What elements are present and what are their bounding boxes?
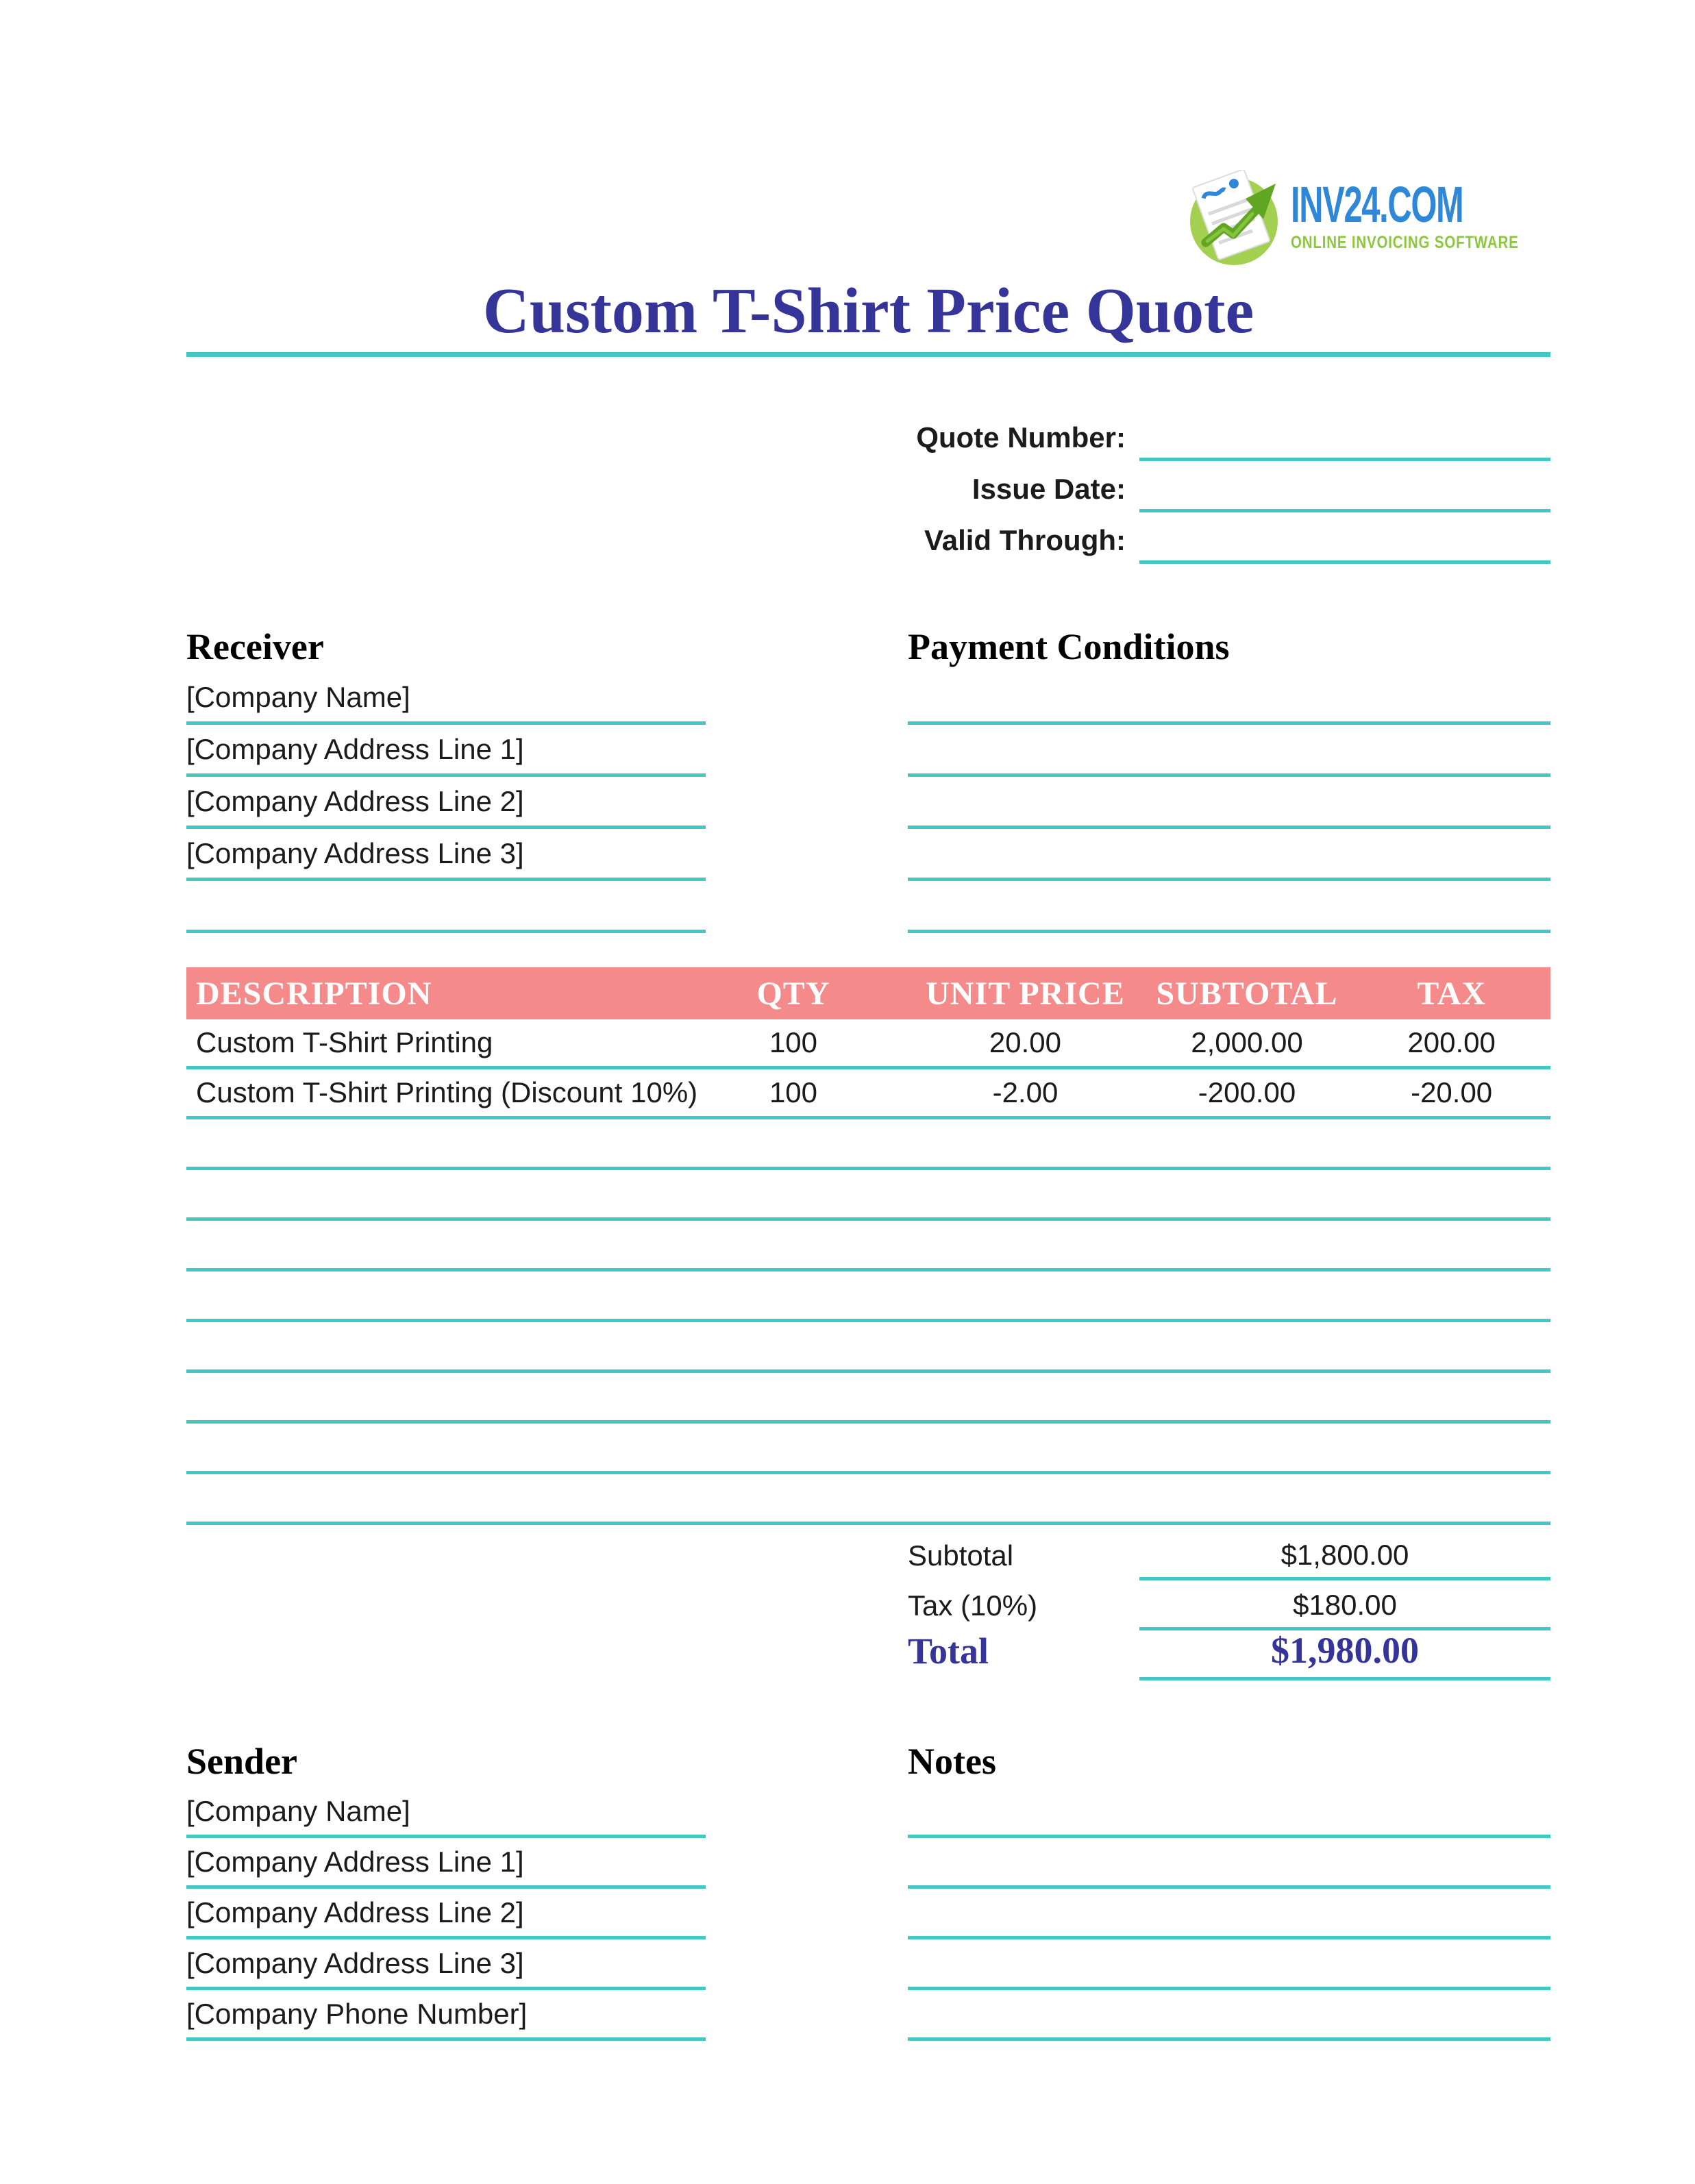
header-tax: TAX [1417,975,1487,1012]
receiver-extra-blank-field[interactable] [186,881,706,933]
valid-through-label: Valid Through: [924,524,1126,556]
notes-blank-line[interactable] [908,1939,1550,1990]
table-empty-row[interactable] [186,1373,1550,1424]
payment-conditions-blank-line[interactable] [908,725,1550,777]
title-divider-rule [186,352,1550,357]
tax-value: $180.00 [1139,1580,1550,1630]
sender-company-name-field[interactable]: [Company Name] [186,1787,706,1838]
sender-address-line-2-field[interactable]: [Company Address Line 2] [186,1889,706,1939]
payment-conditions-blank-line[interactable] [908,829,1550,881]
item-subtotal: 2,000.00 [1191,1026,1303,1058]
item-qty: 100 [769,1026,818,1058]
header-qty: QTY [756,975,830,1012]
total-value: $1,980.00 [1139,1630,1550,1680]
issue-date-row [713,461,1550,512]
receiver-address-line-1-field[interactable]: [Company Address Line 1] [186,725,706,777]
items-table-header [186,967,1550,1019]
receiver-company-name-field[interactable]: [Company Name] [186,673,706,725]
subtotal-value: $1,800.00 [1139,1530,1550,1580]
notes-blank-line[interactable] [908,1990,1550,2041]
receiver-section [186,627,706,933]
payment-conditions-blank-line[interactable] [908,777,1550,829]
payment-conditions-section [908,627,1550,933]
sender-address-line-3-field[interactable]: [Company Address Line 3] [186,1939,706,1990]
receiver-heading: Receiver [186,626,324,667]
notes-section [908,1741,1550,2041]
logo-tagline-text: ONLINE INVOICING SOFTWARE [1291,233,1519,252]
totals-block [908,1530,1550,1680]
item-tax: -20.00 [1411,1076,1493,1108]
item-description: Custom T-Shirt Printing (Discount 10%) [196,1076,698,1108]
item-qty: 100 [769,1076,818,1108]
payment-conditions-blank-line[interactable] [908,673,1550,725]
issue-date-label: Issue Date: [972,473,1126,505]
sender-phone-number-field[interactable]: [Company Phone Number] [186,1990,706,2041]
items-table [186,967,1550,1525]
receiver-address-line-3-field[interactable]: [Company Address Line 3] [186,829,706,881]
table-row [186,1019,1550,1069]
table-empty-row[interactable] [186,1474,1550,1525]
payment-conditions-blank-line[interactable] [908,881,1550,933]
notes-blank-line[interactable] [908,1787,1550,1838]
notes-heading: Notes [908,1741,996,1782]
quote-number-label: Quote Number: [916,421,1126,454]
quote-meta-block [713,410,1550,564]
payment-conditions-heading: Payment Conditions [908,626,1230,667]
valid-through-row [713,512,1550,564]
quote-number-input-line[interactable] [1139,410,1550,461]
table-row [186,1069,1550,1119]
logo-brand-text: INV24.COM [1291,176,1463,233]
item-unit-price: 20.00 [989,1026,1061,1058]
sender-section [186,1741,706,2041]
total-label: Total [908,1630,989,1672]
item-description: Custom T-Shirt Printing [196,1026,493,1058]
total-row [908,1630,1550,1680]
table-empty-row[interactable] [186,1271,1550,1322]
logo-text-block [1291,176,1569,252]
subtotal-label: Subtotal [908,1539,1014,1572]
subtotal-row [908,1530,1550,1580]
sender-heading: Sender [186,1741,297,1782]
header-unit-price: UNIT PRICE [926,975,1125,1012]
notes-blank-line[interactable] [908,1889,1550,1939]
notes-blank-line[interactable] [908,1838,1550,1889]
receiver-address-line-2-field[interactable]: [Company Address Line 2] [186,777,706,829]
header-subtotal: SUBTOTAL [1156,975,1338,1012]
table-empty-row[interactable] [186,1170,1550,1221]
table-empty-row[interactable] [186,1119,1550,1170]
tax-row [908,1580,1550,1630]
item-unit-price: -2.00 [992,1076,1059,1108]
table-empty-row[interactable] [186,1424,1550,1474]
sender-address-line-1-field[interactable]: [Company Address Line 1] [186,1838,706,1889]
page-title: Custom T-Shirt Price Quote [482,275,1254,347]
table-empty-row[interactable] [186,1322,1550,1373]
inv24-logo-icon [1187,170,1284,267]
item-tax: 200.00 [1407,1026,1496,1058]
tax-label: Tax (10%) [908,1589,1038,1622]
inv24-logo [1187,170,1569,267]
issue-date-input-line[interactable] [1139,461,1550,512]
item-subtotal: -200.00 [1198,1076,1296,1108]
table-empty-row[interactable] [186,1221,1550,1271]
valid-through-input-line[interactable] [1139,512,1550,564]
quote-number-row [713,410,1550,461]
header-description: DESCRIPTION [196,975,432,1012]
